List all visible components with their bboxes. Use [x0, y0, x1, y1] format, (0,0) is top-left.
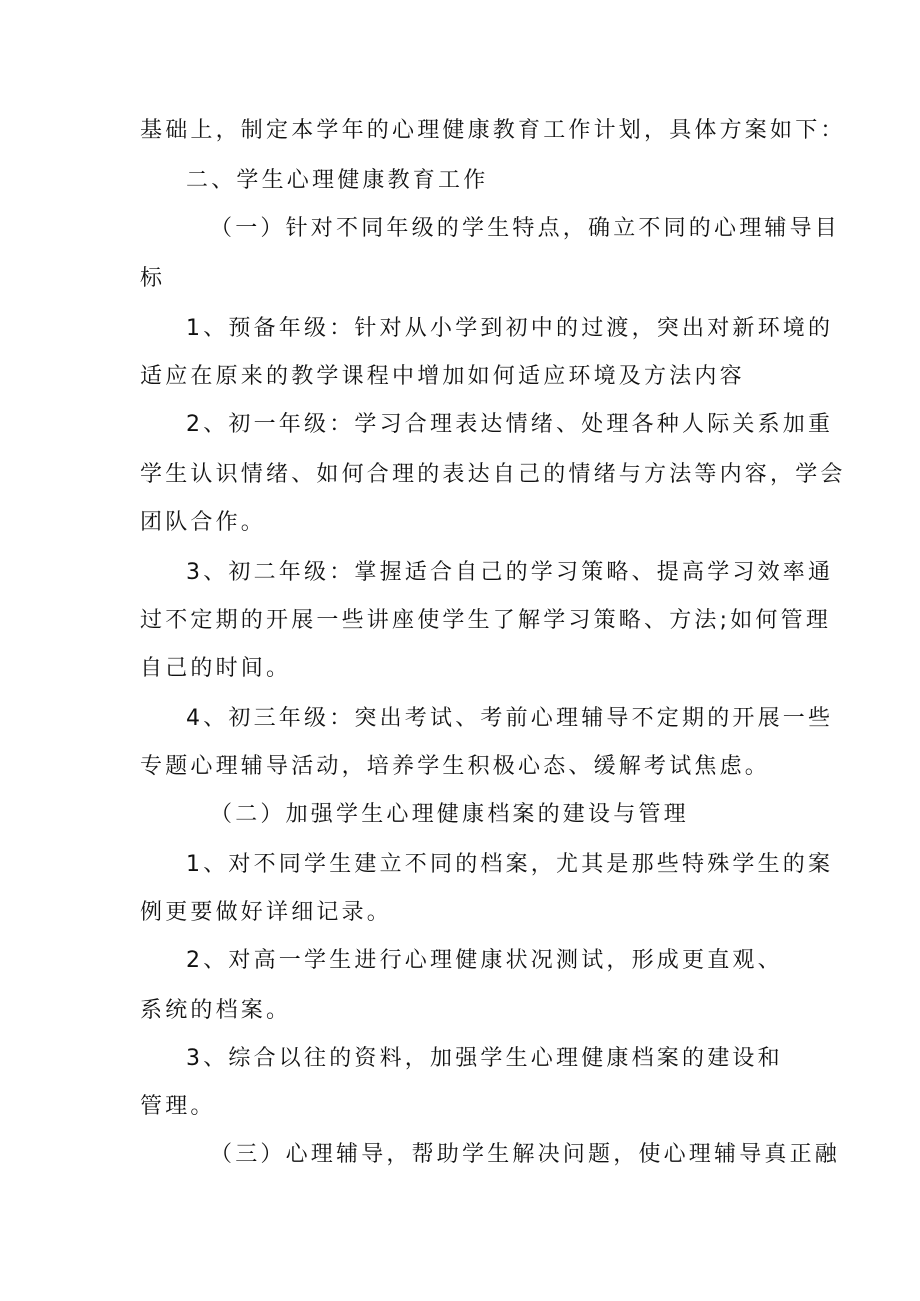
list-item-line: 例更要做好详细记录。: [140, 900, 393, 925]
subsection-heading-line: 标: [140, 266, 166, 291]
list-item-line: 2、对高一学生进行心理健康状况测试，形成更直观、: [186, 948, 783, 973]
list-item-line: 3、综合以往的资料，加强学生心理健康档案的建设和: [186, 1046, 783, 1071]
list-item-line: 1、预备年级：针对从小学到初中的过渡，突出对新环境的: [186, 316, 834, 341]
list-item-line: 3、初二年级：掌握适合自己的学习策略、提高学习效率通: [186, 560, 834, 585]
list-item-line: 4、初三年级：突出考试、考前心理辅导不定期的开展一些: [186, 706, 834, 731]
list-item-line: 专题心理辅导活动，培养学生积极心态、缓解考试焦虑。: [140, 754, 771, 779]
list-item-line: 适应在原来的教学课程中增加如何适应环境及方法内容: [140, 364, 745, 389]
list-item-line: 自己的时间。: [140, 656, 292, 681]
list-item-line: 1、对不同学生建立不同的档案，尤其是那些特殊学生的案: [186, 852, 834, 877]
list-item-line: 团队合作。: [140, 510, 267, 535]
subsection-heading: （二）加强学生心理健康档案的建设与管理: [210, 802, 689, 827]
paragraph-continuation-line: 基础上，制定本学年的心理健康教育工作计划，具体方案如下：: [140, 118, 846, 143]
subsection-heading-line: （三）心理辅导，帮助学生解决问题，使心理辅导真正融: [210, 1142, 841, 1167]
list-item-line: 过不定期的开展一些讲座使学生了解学习策略、方法;如何管理: [140, 608, 832, 633]
list-item-line: 学生认识情绪、如何合理的表达自己的情绪与方法等内容，学会: [140, 462, 846, 487]
list-item-line: 系统的档案。: [140, 998, 292, 1023]
section-heading: 二、学生心理健康教育工作: [186, 168, 489, 193]
list-item-line: 管理。: [140, 1094, 216, 1119]
subsection-heading-line: （一）针对不同年级的学生特点，确立不同的心理辅导目: [210, 216, 841, 241]
list-item-line: 2、初一年级：学习合理表达情绪、处理各种人际关系加重: [186, 412, 834, 437]
